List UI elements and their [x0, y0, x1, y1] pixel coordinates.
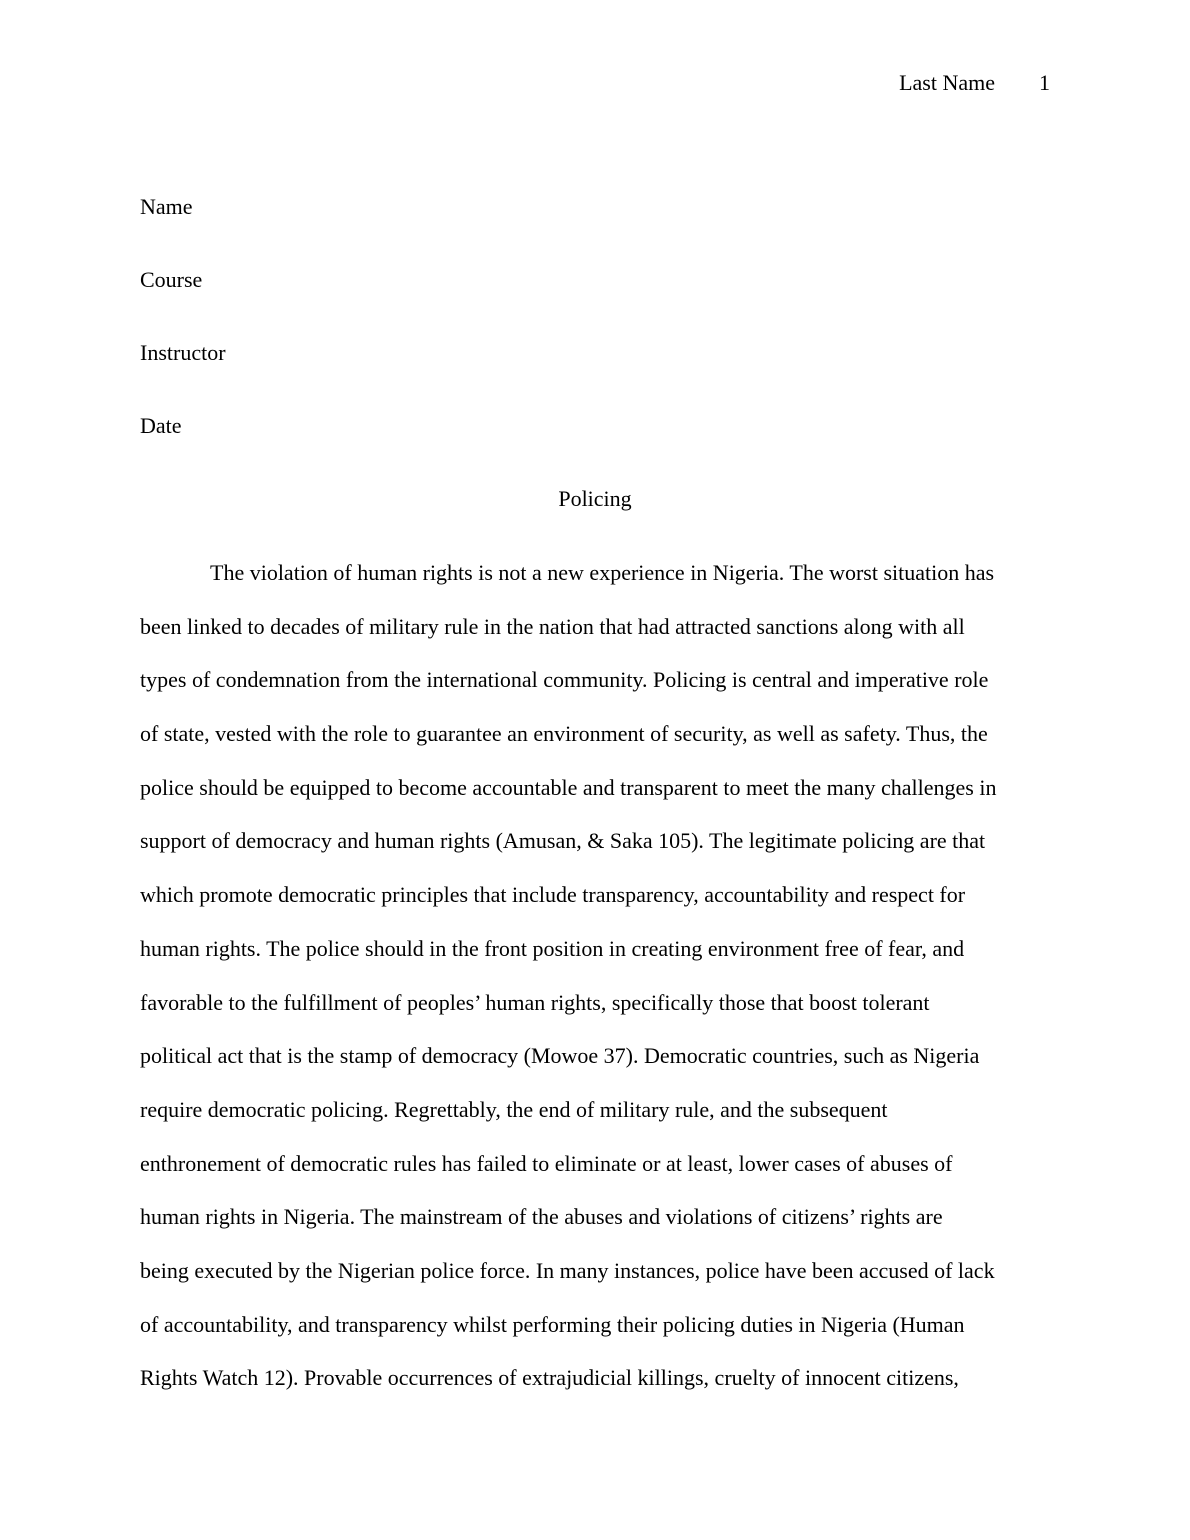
course: Course: [140, 267, 203, 292]
page-header: [899, 70, 1050, 96]
student-name: Name: [140, 194, 193, 219]
paragraph-line: police should be equipped to become accountable and transparent to meet the many challenges in: [140, 774, 997, 800]
paragraph-line: types of condemnation from the international community. Policing is central and imperative role: [140, 667, 989, 693]
paragraph-line: require democratic policing. Regrettably, the end of military rule, and the subsequent: [140, 1096, 888, 1122]
paragraph-line: human rights. The police should in the front position in creating environment free of fear, and: [140, 935, 965, 961]
paragraph-line: support of democracy and human rights (Amusan, & Saka 105). The legitimate policing are that: [140, 828, 986, 854]
page-number: 1: [1039, 70, 1050, 95]
body-paragraph: [140, 560, 1060, 1419]
paragraph-line: enthronement of democratic rules has failed to eliminate or at least, lower cases of abuses of: [140, 1150, 953, 1176]
paragraph-line: Rights Watch 12). Provable occurrences of extrajudicial killings, cruelty of innocent citizens,: [140, 1365, 959, 1391]
paragraph-line: of accountability, and transparency whilst performing their policing duties in Nigeria (Human: [140, 1311, 965, 1337]
paragraph-line: favorable to the fulfillment of peoples’ human rights, specifically those that boost tolerant: [140, 989, 930, 1015]
instructor: Instructor: [140, 340, 226, 365]
document-title: Policing: [558, 486, 632, 511]
paragraph-line: human rights in Nigeria. The mainstream of the abuses and violations of citizens’ rights are: [140, 1204, 943, 1230]
date: Date: [140, 413, 182, 438]
paragraph-line: which promote democratic principles that include transparency, accountability and respect for: [140, 882, 966, 908]
header-last-name: Last Name: [899, 70, 995, 95]
paragraph-line: being executed by the Nigerian police force. In many instances, police have been accused of lack: [140, 1257, 995, 1283]
paragraph-line: political act that is the stamp of democracy (Mowoe 37). Democratic countries, such as Nigeria: [140, 1043, 980, 1069]
paragraph-line: of state, vested with the role to guarantee an environment of security, as well as safety. Thus, the: [140, 721, 988, 747]
paragraph-line: been linked to decades of military rule in the nation that had attracted sanctions along with all: [140, 613, 965, 639]
paragraph-line: The violation of human rights is not a new experience in Nigeria. The worst situation has: [210, 560, 995, 585]
